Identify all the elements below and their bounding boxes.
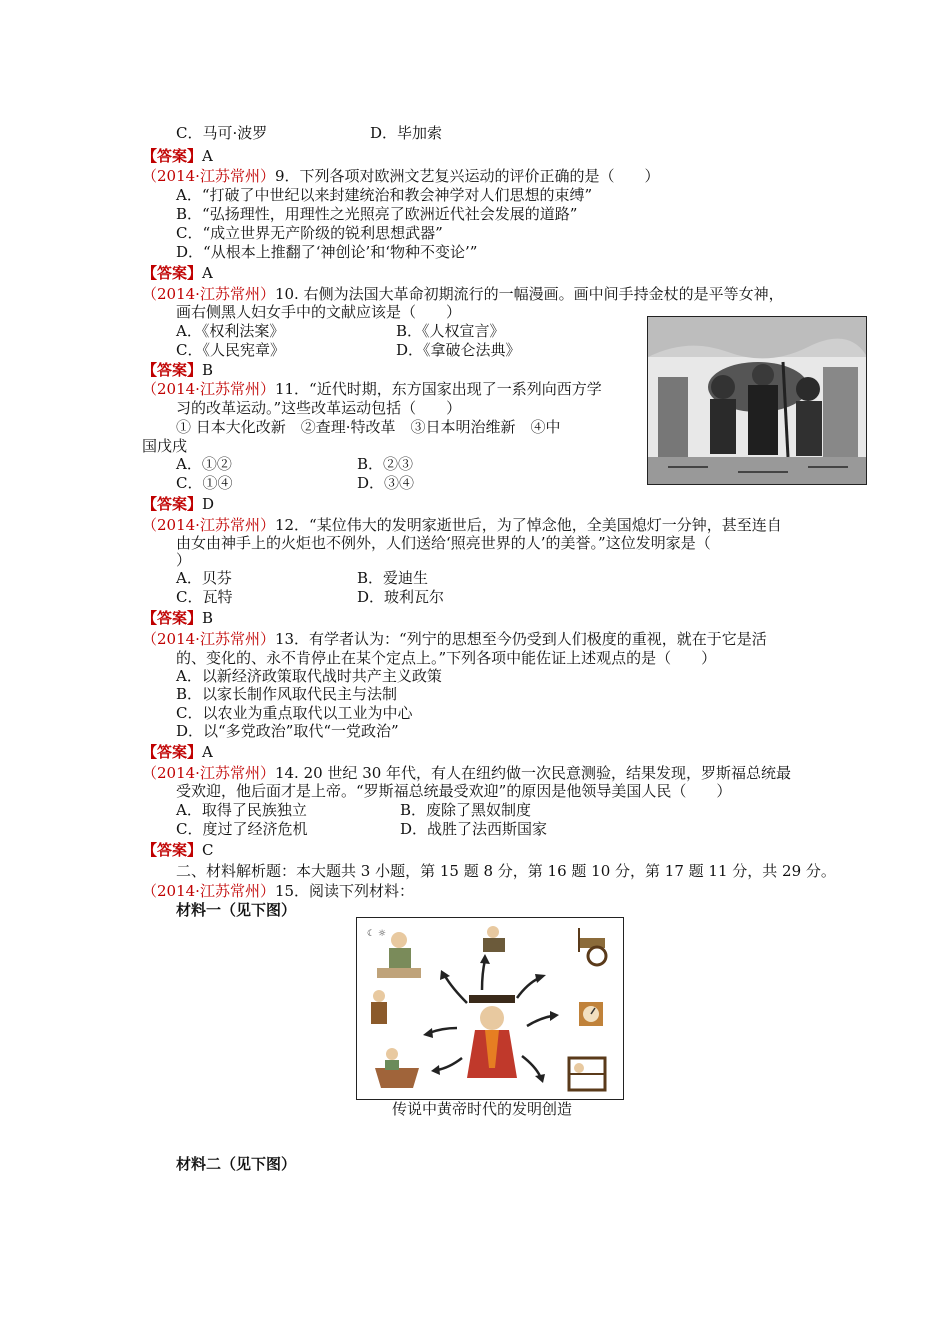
question-q15: （2014·江苏常州）15．阅读下列材料： bbox=[142, 882, 415, 900]
option-b-q9: B．“弘扬理性，用理性之光照亮了欧洲近代社会发展的道路” bbox=[176, 205, 578, 223]
revolution-cartoon-image bbox=[647, 316, 867, 485]
answer-q11: 【答案】D bbox=[142, 495, 215, 513]
question-q14: （2014·江苏常州）14. 20 世纪 30 年代，有人在纽约做一次民意测验，结果发现，罗斯福总统最 bbox=[142, 764, 792, 782]
option-a-q11: A．①② bbox=[176, 455, 232, 473]
material-one-label: 材料一（见下图） bbox=[176, 901, 297, 919]
option-d-q13: D．以“多党政治”取代“一党政治” bbox=[176, 722, 399, 740]
answer-q14: 【答案】C bbox=[142, 841, 214, 859]
answer-q13: 【答案】A bbox=[142, 743, 213, 761]
question-q11-items-cont: 国戊戌 bbox=[142, 437, 188, 455]
question-q11-cont: 习的改革运动。”这些改革运动包括（ ） bbox=[176, 399, 462, 417]
option-d-q10: D．《拿破仑法典》 bbox=[396, 341, 521, 359]
answer-q12: 【答案】B bbox=[142, 609, 214, 627]
option-c-q10: C．《人民宪章》 bbox=[176, 341, 285, 359]
question-q13-cont: 的、变化的、永不肯停止在某个定点上。”下列各项中能佐证上述观点的是（ ） bbox=[176, 649, 717, 667]
option-a-q9: A．“打破了中世纪以来封建统治和教会神学对人们思想的束缚” bbox=[176, 186, 593, 204]
question-q10: （2014·江苏常州）10. 右侧为法国大革命初期流行的一幅漫画。画中间手持金杖的是平等女神， bbox=[142, 285, 784, 303]
question-q14-cont: 受欢迎，他后面才是上帝。“罗斯福总统最受欢迎”的原因是他领导美国人民（ ） bbox=[176, 782, 732, 800]
option-c-q12: C．瓦特 bbox=[176, 588, 233, 606]
option-a-q13: A．以新经济政策取代战时共产主义政策 bbox=[176, 667, 442, 685]
option-d-q12: D．玻利瓦尔 bbox=[357, 588, 445, 606]
option-b-q13: B．以家长制作风取代民主与法制 bbox=[176, 685, 398, 703]
option-c-q14: C．度过了经济危机 bbox=[176, 820, 308, 838]
option-c-q9: C．“成立世界无产阶级的锐利思想武器” bbox=[176, 224, 443, 242]
inventions-illustration bbox=[357, 918, 623, 1099]
question-q12-paren: ） bbox=[176, 551, 192, 569]
option-d-q8: D．毕加索 bbox=[370, 124, 443, 142]
option-b-q11: B．②③ bbox=[357, 455, 414, 473]
svg-text:☾ ☼: ☾ ☼ bbox=[367, 929, 386, 939]
answer-q8: 【答案】A bbox=[142, 147, 213, 165]
question-q13: （2014·江苏常州）13．有学者认为：“列宁的思想至今仍受到人们极度的重视，就在于它是活 bbox=[142, 630, 767, 648]
question-q10-cont: 画右侧黑人妇女手中的文献应该是（ ） bbox=[176, 303, 462, 321]
option-b-q12: B．爱迪生 bbox=[357, 569, 429, 587]
image-caption: 传说中黄帝时代的发明创造 bbox=[392, 1100, 573, 1118]
cartoon-illustration bbox=[648, 317, 866, 484]
option-d-q14: D．战胜了法西斯国家 bbox=[400, 820, 548, 838]
option-b-q10: B．《人权宣言》 bbox=[396, 322, 505, 340]
question-q11: （2014·江苏常州）11．“近代时期，东方国家出现了一系列向西方学 bbox=[142, 380, 602, 398]
option-c-q8: C．马可·波罗 bbox=[176, 124, 268, 142]
option-a-q10: A．《权利法案》 bbox=[176, 322, 285, 340]
option-c-q11: C．①④ bbox=[176, 474, 233, 492]
material-two-label: 材料二（见下图） bbox=[176, 1155, 297, 1173]
question-q12: （2014·江苏常州）12．“某位伟大的发明家逝世后，为了悼念他，全美国熄灯一分钟，甚至连自 bbox=[142, 516, 782, 534]
option-a-q14: A．取得了民族独立 bbox=[176, 801, 307, 819]
answer-q9: 【答案】A bbox=[142, 264, 213, 282]
section-heading: 二、材料解析题：本大题共 3 小题，第 15 题 8 分，第 16 题 10 分，第 17 题 11 分，共 29 分。 bbox=[176, 862, 836, 880]
question-q12-cont: 由女由神手上的火炬也不例外，人们送给‘照亮世界的人’的美誉。”这位发明家是（ bbox=[176, 534, 711, 552]
huangdi-inventions-image bbox=[356, 917, 624, 1100]
option-d-q11: D．③④ bbox=[357, 474, 415, 492]
option-a-q12: A．贝芬 bbox=[176, 569, 232, 587]
answer-q10: 【答案】B bbox=[142, 361, 214, 379]
question-q9: （2014·江苏常州）9．下列各项对欧洲文艺复兴运动的评价正确的是（ ） bbox=[142, 167, 660, 185]
option-d-q9: D．“从根本上推翻了‘神创论’和‘物种不变论’” bbox=[176, 243, 478, 261]
option-c-q13: C．以农业为重点取代以工业为中心 bbox=[176, 704, 413, 722]
question-q11-items: ① 日本大化改新 ②查理·特改革 ③日本明治维新 ④中 bbox=[176, 418, 561, 436]
option-b-q14: B．废除了黑奴制度 bbox=[400, 801, 532, 819]
